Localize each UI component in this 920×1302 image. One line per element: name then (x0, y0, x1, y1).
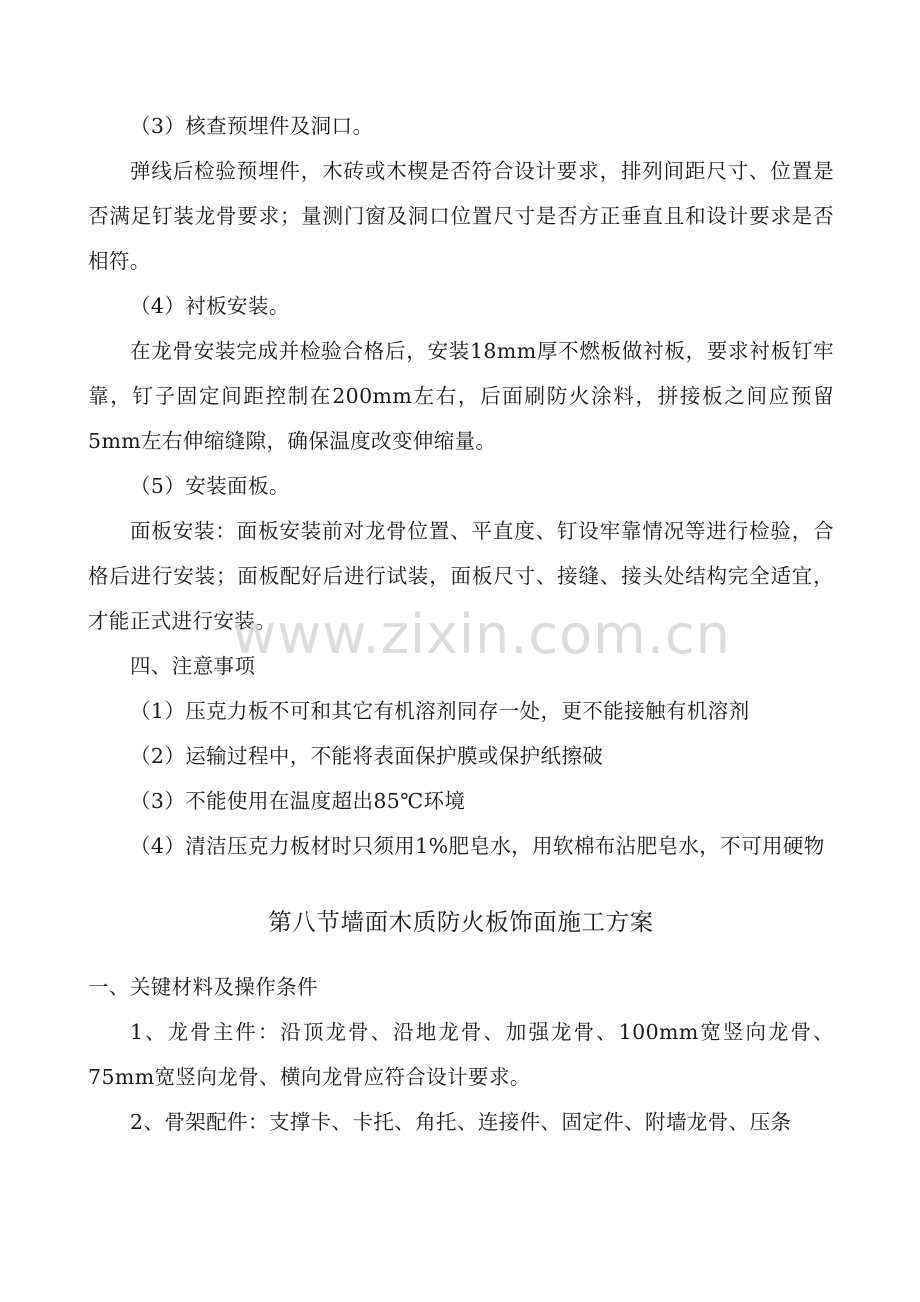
paragraph-backing-board: 在龙骨安装完成并检验合格后，安装18mm厚不燃板做衬板，要求衬板钉牢靠，钉子固定间距控制在200mm左右，后面刷防火涂料，拼接板之间应预留5mm左右伸缩缝隙，确保温度改变伸缩量。 (88, 339, 834, 453)
subsection-heading-4: （4）衬板安装。 (130, 294, 290, 318)
note-item-3: （3）不能使用在温度超出85℃环境 (130, 789, 466, 813)
heading-materials: 一、关键材料及操作条件 (88, 975, 318, 999)
note-item-2: （2）运输过程中，不能将表面保护膜或保护纸擦破 (130, 744, 604, 768)
note-item-4: （4）清洁压克力板材时只须用1%肥皂水，用软棉布沾肥皂水，不可用硬物 (130, 834, 825, 858)
paragraph-embedded-parts: 弹线后检验预埋件，木砖或木楔是否符合设计要求，排列间距尺寸、位置是否满足钉装龙骨要求；量测门窗及洞口位置尺寸是否方正垂直且和设计要求是否相符。 (88, 159, 834, 273)
watermark-text: www.zixin.com.cn (232, 603, 731, 666)
paragraph-keel-main: 1、龙骨主件：沿顶龙骨、沿地龙骨、加强龙骨、100mm宽竖向龙骨、75mm宽竖向龙骨、横向龙骨应符合设计要求。 (88, 1020, 834, 1089)
paragraph-panel-install: 面板安装：面板安装前对龙骨位置、平直度、钉设牢靠情况等进行检验，合格后进行安装；面板配好后进行试装，面板尺寸、接缝、接头处结构完全适宜，才能正式进行安装。 (88, 519, 834, 633)
note-item-1: （1）压克力板不可和其它有机溶剂同存一处，更不能接触有机溶剂 (130, 699, 750, 723)
section-title: 第八节墙面木质防火板饰面施工方案 (268, 908, 654, 936)
subsection-heading-5: （5）安装面板。 (130, 474, 290, 498)
section-heading-notes: 四、注意事项 (130, 654, 256, 678)
subsection-heading-3: （3）核查预埋件及洞口。 (130, 114, 374, 138)
document-body (88, 104, 834, 1145)
paragraph-frame-accessories: 2、骨架配件：支撑卡、卡托、角托、连接件、固定件、附墙龙骨、压条 (130, 1110, 792, 1134)
